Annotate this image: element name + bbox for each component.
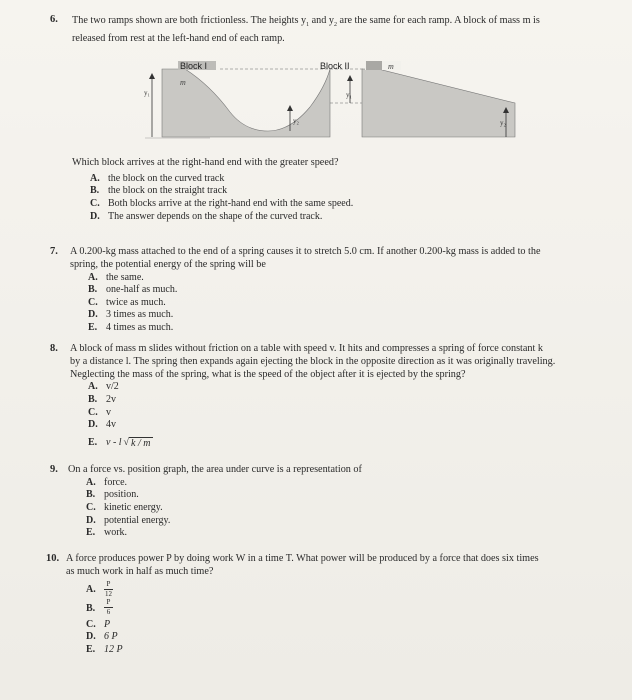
q7-options <box>88 272 600 335</box>
option-letter: C. <box>88 406 98 418</box>
q8-stem-1: A block of mass m slides without friction on a table with speed v. It hits and compresses a spring of force constant k <box>70 343 543 354</box>
option-letter: B. <box>88 393 98 405</box>
option-text: work. <box>104 527 128 539</box>
q9-number: 9. <box>50 464 58 475</box>
option-letter: D. <box>86 631 96 643</box>
option-letter: A. <box>86 476 96 488</box>
q6-and: and y <box>311 15 334 26</box>
option-text: 6 P <box>104 631 118 643</box>
y1-label-left: y₁ <box>144 89 150 97</box>
q10-option-b[interactable] <box>86 599 606 619</box>
q9-option-c[interactable] <box>86 502 598 515</box>
q6-body <box>72 157 592 223</box>
option-letter: A. <box>86 583 96 595</box>
option-text: The answer depends on the shape of the curved track. <box>108 210 323 222</box>
option-e-prefix: v - l <box>106 436 122 448</box>
option-letter: D. <box>88 419 98 431</box>
frac-num: P <box>106 579 111 588</box>
q8-option-e[interactable] <box>88 437 600 451</box>
q6-option-a[interactable] <box>90 173 592 186</box>
q6-options <box>90 173 592 223</box>
q7-option-d[interactable] <box>88 309 600 322</box>
q10-option-a[interactable] <box>86 581 606 599</box>
ramps-diagram <box>140 57 520 150</box>
q9-option-a[interactable] <box>86 477 598 490</box>
option-letter: C. <box>86 618 96 630</box>
q6-stem-2: are the same for each ramp. A block of mass m is <box>339 15 540 26</box>
frac-den: 12 <box>105 589 112 598</box>
option-text: 4 times as much. <box>106 321 174 333</box>
q9-stem: On a force vs. position graph, the area under curve is a representation of <box>68 464 362 475</box>
curved-ramp <box>162 69 330 137</box>
q7-option-a[interactable] <box>88 272 600 285</box>
q8-body <box>70 343 600 450</box>
q6-stem-1: The two ramps shown are both frictionless. The heights y <box>72 15 307 26</box>
q8-stem-3: Neglecting the mass of the spring, what is the speed of the object after it is ejected by the spring? <box>70 368 466 380</box>
option-text: twice as much. <box>106 296 166 308</box>
option-letter: D. <box>90 210 100 222</box>
option-letter: B. <box>86 489 96 501</box>
option-letter: B. <box>86 602 96 614</box>
q8-option-c[interactable] <box>88 407 600 420</box>
q6-option-b[interactable] <box>90 185 592 198</box>
q7-body <box>70 246 600 335</box>
block-2-label: Block II <box>320 61 350 71</box>
frac-den: 6 <box>106 607 111 616</box>
option-text: one-half as much. <box>106 284 178 296</box>
q7-option-e[interactable] <box>88 322 600 335</box>
option-e-radicand: k / m <box>131 437 151 449</box>
block-1-label: Block I <box>180 61 208 71</box>
option-letter: B. <box>88 284 98 296</box>
option-letter: D. <box>88 309 98 321</box>
fraction-p-over-12 <box>104 581 113 599</box>
frac-num: P <box>106 597 111 606</box>
q6-question: Which block arrives at the right-hand end with the greater speed? <box>72 157 339 168</box>
q6-number: 6. <box>50 14 58 25</box>
option-letter: C. <box>88 296 98 308</box>
q7-number: 7. <box>50 246 58 257</box>
q8-option-a[interactable] <box>88 381 600 394</box>
option-letter: C. <box>90 197 100 209</box>
q10-stem-1: A force produces power P by doing work W in a time T. What power will be produced by a force that does six times <box>66 553 539 564</box>
q6-stem <box>72 14 592 45</box>
option-text: 2v <box>106 393 116 405</box>
straight-ramp <box>362 69 515 137</box>
q10-option-e[interactable] <box>86 644 606 657</box>
option-text: kinetic energy. <box>104 501 163 513</box>
option-letter: E. <box>86 643 96 655</box>
q10-option-c[interactable] <box>86 619 606 632</box>
block-1-mass: m <box>180 78 186 87</box>
option-letter: D. <box>86 514 96 526</box>
y2-label-curved: y₂ <box>293 117 299 125</box>
q7-stem-2: spring, the potential energy of the spring will be <box>70 258 266 270</box>
option-text: the same. <box>106 271 144 283</box>
option-letter: A. <box>88 381 98 393</box>
option-text: the block on the curved track <box>108 172 225 184</box>
q7-option-b[interactable] <box>88 284 600 297</box>
q8-option-d[interactable] <box>88 419 600 432</box>
option-letter: E. <box>88 436 98 448</box>
q10-option-d[interactable] <box>86 631 606 644</box>
y2-label-straight: y₂ <box>500 119 506 127</box>
q6-option-d[interactable] <box>90 211 592 224</box>
q7-stem-1: A 0.200-kg mass attached to the end of a spring causes it to stretch 5.0 cm. If another 0.200-kg mass is added to the <box>70 246 541 257</box>
option-text: position. <box>104 489 139 501</box>
option-text: potential energy. <box>104 514 171 526</box>
q10-body <box>66 553 606 656</box>
q10-stem-2: as much work in half as much time? <box>66 565 214 577</box>
q8-number: 8. <box>50 343 58 354</box>
sqrt-symbol: √ <box>123 436 130 448</box>
fraction-p-over-6 <box>104 599 113 619</box>
q10-options <box>86 581 606 657</box>
block-2 <box>366 61 382 70</box>
option-letter: A. <box>90 172 100 184</box>
q6-stem-3: released from rest at the left-hand end of each ramp. <box>72 33 285 45</box>
q9-body <box>68 464 598 540</box>
option-text: v/2 <box>106 381 119 393</box>
q9-options <box>86 477 598 540</box>
option-letter: C. <box>86 501 96 513</box>
q9-option-d[interactable] <box>86 515 598 528</box>
option-letter: B. <box>90 185 100 197</box>
y1-arrowhead-left <box>149 73 155 79</box>
option-text: force. <box>104 476 128 488</box>
option-text: v <box>106 406 111 418</box>
q7-option-c[interactable] <box>88 297 600 310</box>
option-text: Both blocks arrive at the right-hand end with the same speed. <box>108 197 354 209</box>
q10-number: 10. <box>46 553 60 564</box>
option-text: the block on the straight track <box>108 185 228 197</box>
option-letter: E. <box>88 321 98 333</box>
q6-option-c[interactable] <box>90 198 592 211</box>
block-2-mass: m <box>388 62 394 71</box>
option-text: 3 times as much. <box>106 309 174 321</box>
q8-options <box>88 381 600 450</box>
option-text: 4v <box>106 419 116 431</box>
q8-stem-2: by a distance l. The spring then expands again ejecting the block in the opposite direction as it was originally traveling. <box>70 355 556 367</box>
option-text: 12 P <box>104 643 123 655</box>
q6-sub2: 2 <box>334 22 337 29</box>
option-text: P <box>104 618 111 630</box>
y1-label-right: y₁ <box>346 91 352 99</box>
q9-option-b[interactable] <box>86 489 598 502</box>
q8-option-b[interactable] <box>88 394 600 407</box>
q6-sub1: 1 <box>306 22 310 29</box>
y1-arrowhead-right <box>347 75 353 81</box>
q9-option-e[interactable] <box>86 527 598 540</box>
option-letter: A. <box>88 271 98 283</box>
y2-arrowhead-curved <box>287 105 293 111</box>
option-letter: E. <box>86 527 96 539</box>
